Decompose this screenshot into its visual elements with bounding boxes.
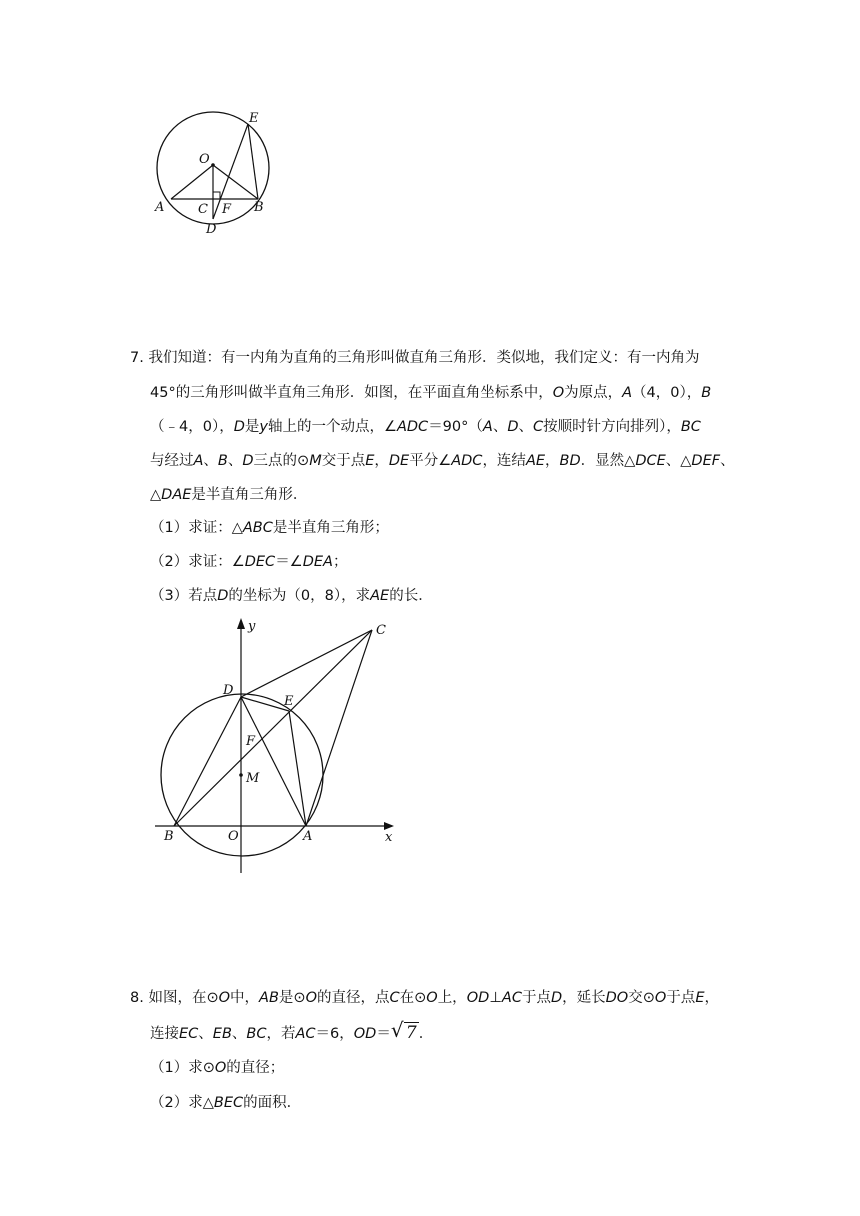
math-variable: B [701, 385, 712, 401]
q8-sub-2 [150, 1093, 301, 1113]
q7-number: 7. [130, 350, 144, 366]
text-segment: 上， [437, 990, 467, 1006]
q7-sub-1 [150, 518, 389, 538]
text-segment: 交⊙ [628, 990, 655, 1006]
text-segment: 的直径，点 [316, 990, 390, 1006]
math-variable: O [305, 990, 317, 1006]
text-segment: 的直径； [226, 1060, 285, 1076]
math-variable: DEA [302, 554, 333, 570]
math-variable: D [233, 419, 245, 435]
math-variable: C [389, 990, 400, 1006]
math-variable: ADC [396, 419, 429, 435]
label-D: D [206, 222, 217, 237]
text-segment: 交于点 [321, 453, 366, 469]
axis-label-x: x [385, 830, 393, 845]
text-segment: 、 [203, 453, 218, 469]
text-segment: 是 [244, 419, 260, 435]
math-variable: DCE [635, 453, 666, 469]
math-variable: BEC [213, 1095, 244, 1111]
text-segment: 45°的三角形叫做半直角三角形．如图，在平面直角坐标系中， [150, 385, 553, 401]
text-segment: 、 [198, 1026, 213, 1042]
text-segment: 三点的⊙ [253, 453, 310, 469]
math-variable: D [217, 588, 229, 604]
text-segment: （1）求证：△ [150, 520, 243, 536]
text-segment: 、 [231, 1026, 247, 1042]
q8-sub-1 [150, 1058, 284, 1078]
math-variable: D [242, 453, 254, 469]
axis-label-y: y [248, 619, 256, 634]
math-variable: E [695, 990, 705, 1006]
math-variable: E [365, 453, 375, 469]
text-segment: 、 [720, 453, 735, 469]
math-variable: AC [295, 1026, 316, 1042]
text-segment: 、△ [665, 453, 692, 469]
math-variable: DEC [244, 554, 276, 570]
q7-line-3 [150, 417, 701, 437]
q7-line-1 [130, 348, 699, 368]
figure-coordinate-svg [150, 612, 400, 877]
math-variable: DO [605, 990, 629, 1006]
q8-line-2 [150, 1018, 434, 1044]
math-variable: O [654, 990, 667, 1006]
text-segment: ＝90°（ [428, 419, 483, 435]
text-segment: ． [418, 1026, 434, 1042]
label-M: M [246, 771, 260, 786]
text-segment: 在⊙ [399, 990, 427, 1006]
math-variable: AC [501, 990, 522, 1006]
text-segment: ＝∠ [275, 554, 303, 570]
label-E: E [284, 694, 294, 709]
math-variable: AB [259, 990, 279, 1006]
math-variable: BD [559, 453, 581, 469]
math-variable: M [309, 453, 322, 469]
text-segment: 按顺时针方向排列）， [543, 419, 681, 435]
q7-line-2 [150, 383, 711, 403]
math-variable: O [426, 990, 438, 1006]
math-variable: O [552, 385, 565, 401]
radical-sign-icon: √ [390, 1018, 404, 1042]
text-segment: 的坐标为（0，8），求 [228, 588, 371, 604]
text-segment: 连接 [150, 1026, 179, 1042]
math-variable: B [217, 453, 228, 469]
text-segment: 是半直角三角形． [191, 487, 308, 503]
text-segment: ⊥ [489, 990, 502, 1006]
text-segment: （4，0）， [632, 385, 702, 401]
text-segment: 于点 [521, 990, 551, 1006]
label-F: F [222, 202, 232, 217]
math-variable: y [259, 419, 268, 435]
label-O: O [228, 829, 239, 844]
math-variable: OD [466, 990, 490, 1006]
q8-line-1 [130, 988, 719, 1008]
label-A: A [303, 829, 313, 844]
math-variable: BC [246, 1026, 267, 1042]
figure-coordinate-circle [150, 612, 400, 877]
math-variable: OD [353, 1026, 377, 1042]
math-variable: O [214, 1060, 227, 1076]
text-segment: ＝6， [315, 1026, 354, 1042]
text-segment: 如图，在⊙ [148, 990, 219, 1006]
math-variable: AE [370, 588, 390, 604]
text-segment: ， [374, 453, 389, 469]
q8-number: 8. [130, 990, 144, 1006]
math-variable: O [218, 990, 231, 1006]
math-variable: BC [680, 419, 701, 435]
math-variable: A [622, 385, 633, 401]
text-segment: 为原点， [564, 385, 623, 401]
text-segment: 、 [518, 419, 533, 435]
text-segment: 、 [492, 419, 508, 435]
text-segment: （2）求△ [150, 1095, 214, 1111]
text-segment: （﹣4，0）， [150, 419, 234, 435]
label-B: B [254, 200, 264, 215]
q8-text-line [148, 990, 719, 1006]
math-variable: AE [525, 453, 546, 469]
math-variable: EC [179, 1026, 199, 1042]
text-segment: 的长． [389, 588, 433, 604]
label-C: C [198, 202, 208, 217]
radicand: 7 [405, 1023, 417, 1043]
text-segment: 、 [227, 453, 243, 469]
text-segment: 平分∠ [409, 453, 452, 469]
text-segment: 我们知道：有一内角为直角的三角形叫做直角三角形．类似地，我们定义：有一内角为 [148, 350, 700, 366]
label-E: E [249, 111, 259, 126]
text-segment: ＝ [376, 1026, 391, 1042]
text-segment: （2）求证：∠ [150, 554, 245, 570]
math-variable: A [193, 453, 204, 469]
text-segment: 于点 [666, 990, 696, 1006]
square-root [390, 1018, 419, 1044]
math-variable: D [550, 990, 563, 1006]
text-segment: 是半直角三角形； [272, 520, 389, 536]
math-variable: ADC [451, 453, 483, 469]
math-variable: A [482, 419, 493, 435]
text-segment: （1）求⊙ [150, 1060, 215, 1076]
label-F: F [246, 734, 256, 749]
q7-sub-3 [150, 586, 433, 606]
text-segment: 是⊙ [278, 990, 306, 1006]
math-variable: DEF [691, 453, 721, 469]
text-segment: 轴上的一个动点，∠ [267, 419, 397, 435]
label-O: O [199, 152, 210, 167]
text-segment: ，延长 [562, 990, 606, 1006]
text-segment: ， [545, 453, 560, 469]
label-C: C [376, 623, 386, 638]
math-variable: DE [388, 453, 410, 469]
text-segment: （3）若点 [150, 588, 218, 604]
text-segment: 中， [230, 990, 260, 1006]
figure-circle-triangle-svg [140, 100, 280, 245]
math-variable: EB [212, 1026, 232, 1042]
figure-circle-triangle [140, 100, 280, 245]
math-variable: D [507, 419, 519, 435]
text-segment: 的面积． [243, 1095, 302, 1111]
text-segment: 与经过 [150, 453, 194, 469]
text-segment: ， [704, 990, 719, 1006]
label-B: B [164, 829, 174, 844]
text-segment: ，连结 [482, 453, 526, 469]
q7-line-5 [150, 485, 307, 505]
math-variable: ABC [242, 520, 273, 536]
text-segment: ； [332, 554, 348, 570]
q7-line-4 [150, 451, 735, 471]
label-A: A [155, 200, 165, 215]
text-segment: △ [150, 487, 162, 503]
label-D: D [223, 683, 234, 698]
q7-sub-2 [150, 552, 347, 572]
text-segment: ，若 [266, 1026, 296, 1042]
math-variable: DAE [161, 487, 192, 503]
text-segment: ．显然△ [580, 453, 636, 469]
q7-text-line [148, 350, 699, 366]
math-variable: C [532, 419, 544, 435]
